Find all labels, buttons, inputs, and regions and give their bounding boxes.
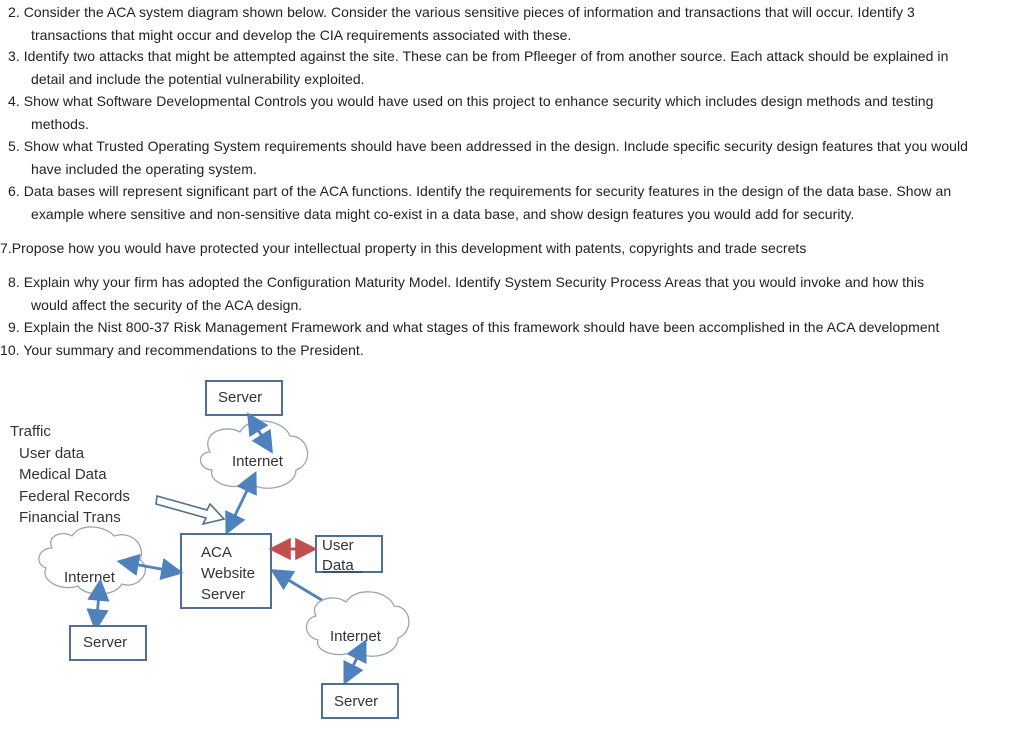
aca-label-line: Website (201, 565, 255, 582)
diagram-canvas (0, 370, 420, 730)
server-left-label: Server (83, 634, 128, 651)
question-text: Consider the ACA system diagram shown below. Consider the various sensitive pieces of information and transactions that will occur. Identify 3 (23, 4, 915, 20)
question-number: 4. (8, 93, 20, 109)
question-text-continued: detail and include the potential vulnerability exploited. (31, 70, 365, 87)
question-text: Explain why your firm has adopted the Configuration Maturity Model. Identify System Security Process Areas that you would invoke and how this (23, 274, 925, 290)
question-number: 2. (8, 4, 20, 20)
question-text: Propose how you would have protected your intellectual property in this development with patents, copyrights and trade secrets (11, 240, 807, 256)
question-5 (8, 135, 968, 180)
question-3 (8, 45, 948, 90)
question-text-continued: transactions that might occur and develop the CIA requirements associated with these. (31, 26, 572, 43)
internet-left-label: Internet (64, 569, 115, 586)
user-data-label-line: Data (322, 557, 354, 574)
question-4 (8, 90, 933, 135)
question-text: Show what Software Developmental Controls you would have used on this project to enhance security which includes design methods and testing (23, 93, 934, 109)
question-text-continued: example where sensitive and non-sensitive data might co-exist in a data base, and show design features you would add for security. (31, 205, 855, 222)
question-text: Show what Trusted Operating System requirements should have been addressed in the design. Include specific security design features that you would (23, 138, 969, 154)
question-text-continued: have included the operating system. (31, 160, 257, 177)
traffic-item: Financial Trans (19, 509, 121, 526)
question-number: 10. (0, 342, 20, 358)
question-number: 8. (8, 274, 20, 290)
question-text: Identify two attacks that might be attempted against the site. These can be from Pfleeger of from another source. Each attack should be explained in (23, 48, 949, 64)
internet-top-label: Internet (232, 453, 283, 470)
aca-label-line: Server (201, 586, 246, 603)
question-text-continued: methods. (31, 115, 89, 132)
question-9 (8, 316, 939, 339)
traffic-flow-arrow (156, 496, 224, 524)
user-data-label-line: User (322, 537, 354, 554)
question-10 (0, 339, 364, 362)
question-number: 3. (8, 48, 20, 64)
internet-right-cloud (307, 592, 409, 656)
question-number: 9. (8, 319, 20, 335)
question-text: Data bases will represent significant part of the ACA functions. Identify the requirements for security features in the design of the data base. Show an (23, 183, 952, 199)
question-text-continued: would affect the security of the ACA design. (31, 296, 303, 313)
question-text: Your summary and recommendations to the President. (23, 342, 364, 358)
traffic-item: User data (19, 445, 85, 462)
server-top-label: Server (218, 389, 263, 406)
traffic-item: Federal Records (19, 488, 130, 505)
question-7 (0, 237, 806, 260)
question-number: 6. (8, 183, 20, 199)
traffic-item: Medical Data (19, 466, 107, 483)
aca-label-line: ACA (201, 544, 232, 561)
question-8 (8, 271, 924, 316)
internet-right-label: Internet (330, 628, 381, 645)
question-text: Explain the Nist 800-37 Risk Management Framework and what stages of this framework should have been accomplished in the ACA development (23, 319, 940, 335)
traffic-title: Traffic (10, 423, 51, 440)
aca-system-diagram (0, 370, 420, 730)
question-2 (8, 1, 915, 46)
server-right-label: Server (334, 693, 379, 710)
question-6 (8, 180, 951, 225)
question-number: 5. (8, 138, 20, 154)
question-number: 7. (0, 240, 12, 256)
